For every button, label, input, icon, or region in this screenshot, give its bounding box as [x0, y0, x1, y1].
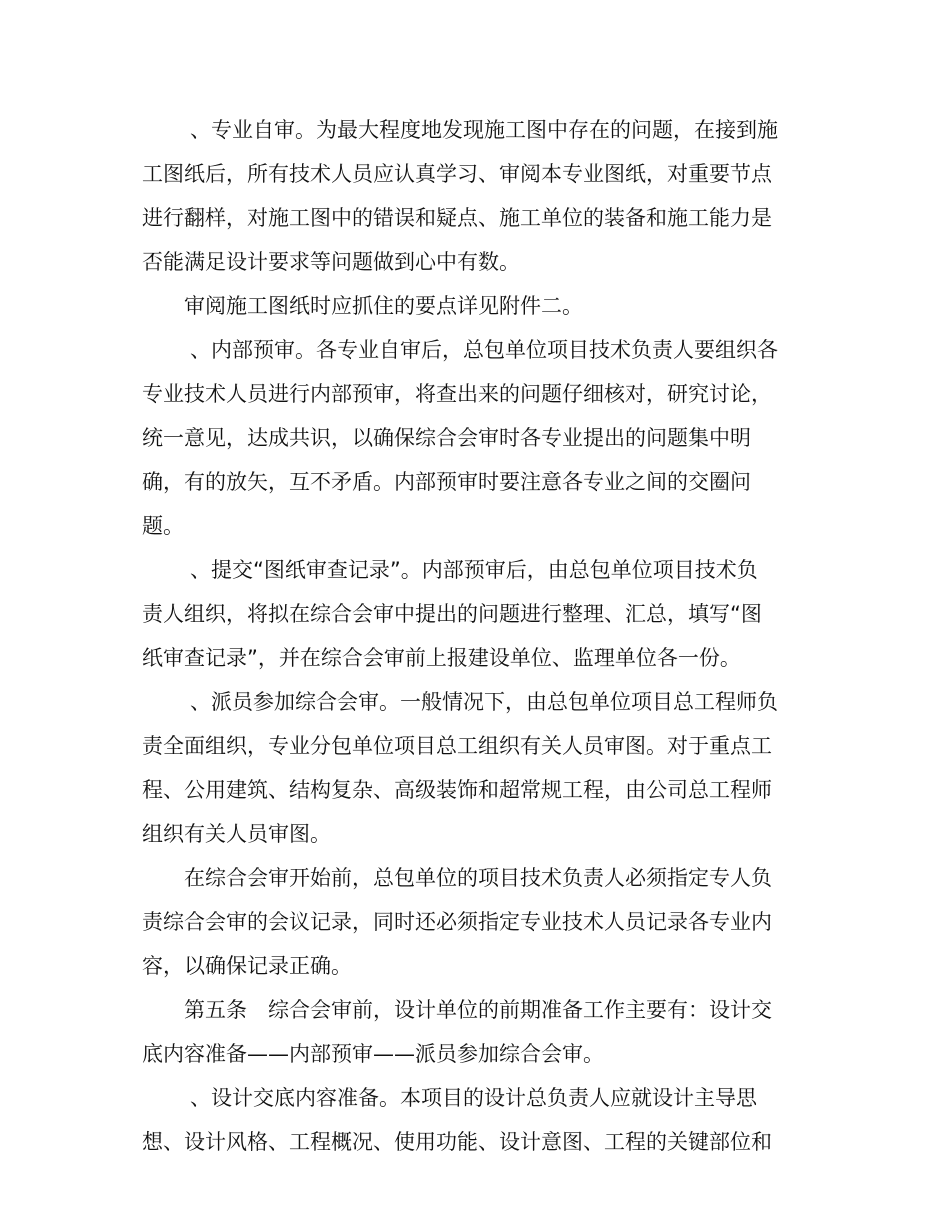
paragraph-line: 组织有关人员审图。	[142, 822, 331, 846]
paragraph-line: 容，以确保记录正确。	[142, 954, 352, 978]
paragraph-line: 进行翻样，对施工图中的错误和疑点、施工单位的装备和施工能力是	[142, 206, 772, 230]
paragraph-line: 工图纸后，所有技术人员应认真学习、审阅本专业图纸，对重要节点	[142, 162, 772, 186]
paragraph-line: 在综合会审开始前，总包单位的项目技术负责人必须指定专人负	[184, 866, 772, 890]
paragraph-line: 统一意见，达成共识，以确保综合会审时各专业提出的问题集中明	[142, 426, 751, 450]
paragraph-line: 、专业自审。为最大程度地发现施工图中存在的问题，在接到施	[190, 118, 778, 142]
paragraph-line: 责全面组织，专业分包单位项目总工组织有关人员审图。对于重点工	[142, 734, 772, 758]
paragraph-line: 责人组织，将拟在综合会审中提出的问题进行整理、汇总，填写“图	[142, 602, 762, 626]
paragraph-line: 题。	[142, 514, 184, 538]
paragraph-line: 纸审查记录”，并在综合会审前上报建设单位、监理单位各一份。	[142, 646, 741, 670]
paragraph-line: 责综合会审的会议记录，同时还必须指定专业技术人员记录各专业内	[142, 910, 772, 934]
paragraph-line: 确，有的放矢，互不矛盾。内部预审时要注意各专业之间的交圈问	[142, 470, 751, 494]
article-heading-line: 第五条 综合会审前，设计单位的前期准备工作主要有：设计交	[184, 998, 772, 1022]
paragraph-line: 程、公用建筑、结构复杂、高级装饰和超常规工程，由公司总工程师	[142, 778, 772, 802]
paragraph-line: 、内部预审。各专业自审后，总包单位项目技术负责人要组织各	[190, 338, 778, 362]
paragraph-line: 想、设计风格、工程概况、使用功能、设计意图、工程的关键部位和	[142, 1130, 772, 1154]
paragraph-line: 专业技术人员进行内部预审，将查出来的问题仔细核对，研究讨论，	[142, 382, 772, 406]
paragraph-line: 否能满足设计要求等问题做到心中有数。	[142, 250, 520, 274]
paragraph-line: 、设计交底内容准备。本项目的设计总负责人应就设计主导思	[190, 1086, 757, 1110]
paragraph-line: 、提交“图纸审查记录”。内部预审后，由总包单位项目技术负	[190, 558, 758, 582]
paragraph-line: 、派员参加综合会审。一般情况下，由总包单位项目总工程师负	[190, 690, 778, 714]
paragraph-line: 审阅施工图纸时应抓住的要点详见附件二。	[184, 294, 583, 318]
paragraph-line: 底内容准备——内部预审——派员参加综合会审。	[142, 1042, 604, 1066]
